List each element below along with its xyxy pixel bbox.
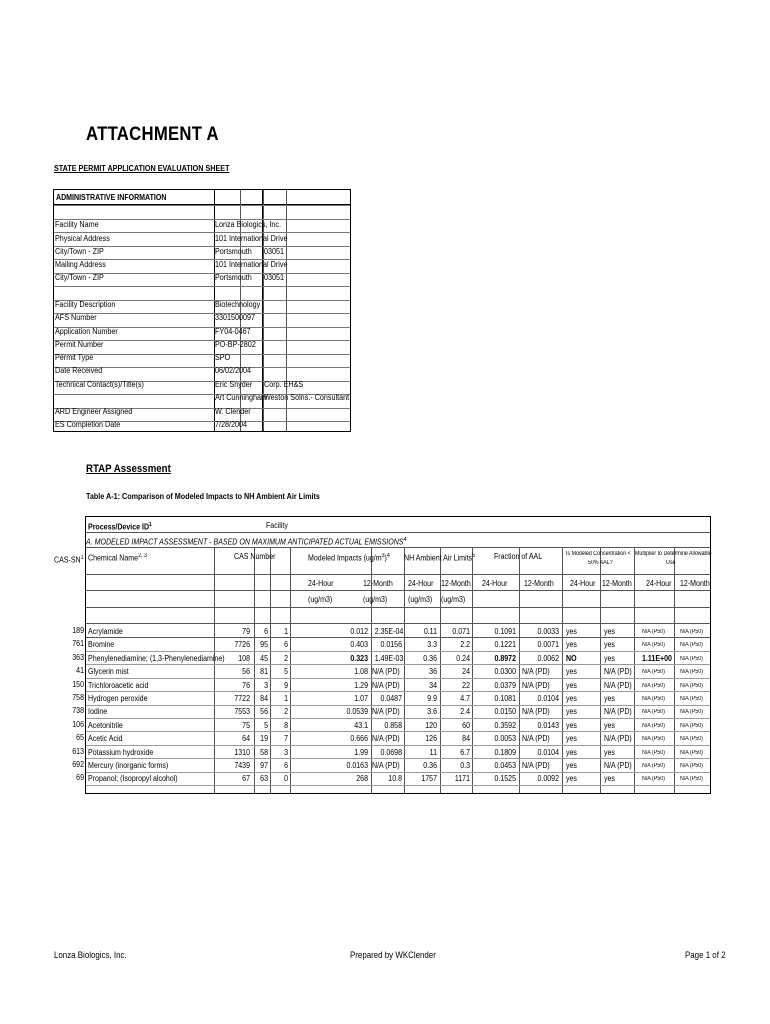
nh-12m: 6.7 (460, 747, 470, 757)
nh-12m: 0.3 (460, 761, 470, 770)
multiplier-24h: N/A (P50) (642, 736, 665, 743)
grid-line (270, 623, 271, 793)
multiplier-24h: 1.11E+00 (642, 653, 672, 663)
multiplier-12m: N/A (P50) (680, 722, 703, 729)
nh-24h: 0.36 (423, 653, 437, 663)
multiplier-12m: N/A (P50) (680, 696, 703, 702)
check-24h: yes (566, 761, 577, 770)
multiplier-12m: N/A (P50) (680, 655, 703, 662)
cas-part-1: 56 (242, 667, 250, 677)
modeled-12m: N/A (PD) (372, 680, 400, 690)
period-header: 12-Month (602, 579, 632, 588)
grid-line (54, 286, 350, 287)
check-12m: yes (604, 747, 615, 757)
chemical-name: Acetonitrile (88, 720, 123, 730)
fraction-12m: 0.0143 (537, 720, 559, 730)
modeled-24h: 0.666 (350, 734, 368, 744)
multiplier-24h: N/A (P50) (642, 749, 665, 756)
nh-12m: 4.7 (460, 694, 470, 703)
fraction-12m: 0.0071 (537, 640, 559, 650)
is-modeled-header: Is Modeled Concentration < (566, 551, 631, 557)
admin-extra: 03051 (264, 247, 285, 256)
multiplier-24h: N/A (P50) (642, 776, 665, 783)
modeled-12m: N/A (PD) (372, 667, 400, 677)
modeled-12m: 0.0487 (380, 694, 402, 703)
multiplier-12m: N/A (P50) (680, 669, 703, 676)
cas-part-3: 1 (284, 627, 288, 636)
cas-sn: 189 (72, 626, 84, 635)
fraction-24h: 0.1221 (494, 640, 516, 650)
modeled-12m: 1.49E-03 (374, 653, 404, 663)
period-header: 12-Month (441, 579, 471, 588)
grid-line (472, 623, 473, 793)
admin-value: 06/02/2004 (215, 366, 252, 375)
grid-line (86, 574, 710, 575)
fraction-24h: 0.3592 (494, 720, 516, 730)
admin-label: City/Town - ZIP (55, 273, 104, 282)
cas-part-1: 7439 (234, 761, 250, 770)
grid-line (600, 623, 601, 793)
modeled-12m: 0.858 (384, 720, 402, 730)
fraction-24h: 0.1081 (494, 694, 516, 703)
modeled-24h: 1.29 (354, 680, 368, 690)
fraction-24h: 0.0453 (494, 761, 516, 770)
check-24h: yes (566, 720, 577, 730)
chemical-name: Acetic Acid (88, 734, 123, 744)
modeled-12m: 0.0698 (380, 747, 402, 757)
page-title: ATTACHMENT A (86, 124, 219, 145)
modeled-24h: 0.403 (350, 640, 368, 650)
cas-sn: 69 (76, 773, 84, 783)
fraction-12m: N/A (PD) (522, 734, 550, 744)
nh-12m: 60 (462, 720, 470, 730)
modeled-impacts-header: Modeled Impacts $(ug/m^3)^4$ (308, 553, 390, 563)
footer-center: Prepared by WKClender (350, 950, 436, 960)
check-12m: yes (604, 640, 615, 650)
cas-part-3: 9 (284, 680, 288, 690)
unit-header: (ug/m3) (441, 595, 466, 604)
check-12m: N/A (PD) (604, 761, 632, 770)
multiplier-12m: N/A (P50) (680, 736, 703, 743)
rtap-heading: RTAP Assessment (86, 463, 171, 475)
cas-part-1: 7722 (234, 694, 250, 703)
multiplier-12m: N/A (P50) (680, 776, 703, 783)
modeled-24h: 0.0163 (346, 761, 368, 770)
fraction-12m: N/A (PD) (522, 707, 550, 717)
nh-limits-header: NH Ambient Air Limits$^5$ (404, 553, 476, 563)
nh-24h: 9.9 (427, 694, 437, 703)
fraction-24h: 0.1091 (494, 627, 516, 636)
admin-label: ARD Engineer Assigned (55, 407, 133, 416)
admin-label: Permit Type (55, 353, 94, 362)
cas-part-3: 5 (284, 667, 288, 677)
nh-24h: 3.3 (427, 640, 437, 650)
modeled-12m: N/A (PD) (372, 734, 400, 744)
multiplier-12m: N/A (P50) (680, 629, 703, 635)
cas-part-3: 3 (284, 747, 288, 757)
cas-part-1: 76 (242, 680, 250, 690)
multiplier-12m: N/A (P50) (680, 763, 703, 769)
grid-line (290, 547, 291, 623)
chemical-name: Phenylenediamine; (1,3-Phenylenediamine) (88, 653, 225, 663)
admin-value: FY04-0467 (215, 327, 251, 336)
period-header: 12-Month (524, 579, 554, 588)
admin-info-table (53, 189, 351, 432)
cas-part-2: 6 (264, 627, 268, 636)
grid-line (562, 623, 563, 793)
check-12m: yes (604, 694, 615, 703)
cas-part-2: 95 (260, 640, 268, 650)
admin-label: Facility Name (55, 220, 99, 229)
chemical-name: Propanol; (Isopropyl alcohol) (88, 774, 178, 784)
grid-line (86, 623, 710, 624)
cas-sn: 41 (76, 666, 84, 676)
check-12m: yes (604, 774, 615, 784)
nh-24h: 1757 (421, 774, 437, 784)
grid-line (214, 547, 215, 623)
fraction-12m: N/A (PD) (522, 761, 550, 770)
admin-extra: 03051 (264, 273, 285, 282)
cas-part-2: 19 (260, 734, 268, 744)
grid-line (86, 590, 710, 591)
multiplier-12m: N/A (P50) (680, 709, 703, 716)
unit-header: (ug/m3) (363, 595, 388, 604)
facility-header: Facility (266, 521, 288, 530)
chemical-name: Mercury (inorganic forms) (88, 761, 169, 770)
chemical-name-header: Chemical Name$^{2, 3}$ (88, 553, 147, 563)
grid-line (440, 623, 441, 793)
modeled-24h: 0.012 (350, 627, 368, 636)
multiplier-12m: N/A (P50) (680, 642, 703, 649)
fraction-24h: 0.8972 (494, 653, 516, 663)
modeled-24h: 1.99 (354, 747, 368, 757)
fraction-12m: 0.0092 (537, 774, 559, 784)
table-caption: Table A-1: Comparison of Modeled Impacts to NH Ambient Air Limits (86, 492, 320, 501)
unit-header: (ug/m3) (408, 595, 433, 604)
check-24h: yes (566, 774, 577, 784)
check-12m: yes (604, 627, 615, 636)
cas-part-3: 8 (284, 720, 288, 730)
admin-label: Physical Address (55, 234, 110, 243)
grid-line (54, 313, 350, 314)
cas-part-1: 67 (242, 774, 250, 784)
cas-sn: 738 (72, 706, 84, 716)
admin-value: 7/28/2004 (215, 420, 248, 429)
unit-header: (ug/m3) (308, 595, 333, 604)
admin-label: Mailing Address (55, 260, 106, 269)
chemical-name: Trichloroacetic acid (88, 680, 149, 690)
nh-24h: 0.36 (423, 761, 437, 770)
fraction-24h: 0.0300 (494, 667, 516, 677)
nh-24h: 0.11 (423, 627, 437, 636)
period-header: 24-Hour (308, 579, 334, 588)
check-24h: yes (566, 734, 577, 744)
grid-line (54, 205, 350, 206)
cas-part-2: 97 (260, 761, 268, 770)
grid-line (404, 623, 405, 793)
multiplier-12m: N/A (P50) (680, 749, 703, 756)
admin-label: Date Received (55, 366, 103, 375)
check-24h: yes (566, 627, 577, 636)
nh-12m: 22 (462, 680, 470, 690)
multiplier-header: Multiplier to Determine Allowable (635, 551, 712, 557)
period-header: 24-Hour (646, 579, 672, 588)
check-24h: NO (566, 653, 577, 663)
fraction-header: Fraction of AAL (494, 552, 543, 561)
check-24h: yes (566, 640, 577, 650)
nh-24h: 126 (425, 734, 437, 744)
check-24h: yes (566, 707, 577, 717)
grid-line (674, 623, 675, 793)
is-modeled-header-2: 50% AAL? (588, 560, 613, 566)
cas-part-3: 2 (284, 653, 288, 663)
multiplier-24h: N/A (P50) (642, 682, 665, 689)
cas-sn: 106 (72, 719, 84, 729)
multiplier-header-2: Use (666, 560, 676, 566)
process-device-header: Process/Device $ID^1$ (88, 522, 152, 532)
section-header: A. MODELED IMPACT ASSESSMENT - BASED ON MAXIMUM ANTICIPATED ACTUAL EMISSIONS$^4$ (86, 537, 407, 547)
check-24h: yes (566, 747, 577, 757)
footer-left: Lonza Biologics, Inc. (54, 950, 127, 960)
admin-extra: Weston Solns.- Consultant (264, 393, 350, 402)
admin-value: Biotechnology (215, 300, 261, 309)
cas-part-2: 5 (264, 720, 268, 730)
grid-line (634, 623, 635, 793)
fraction-12m: 0.0104 (537, 694, 559, 703)
grid-line (562, 547, 563, 623)
fraction-24h: 0.0053 (494, 734, 516, 744)
nh-12m: 2.4 (460, 707, 470, 717)
modeled-12m: N/A (PD) (372, 707, 400, 717)
footer-right: Page 1 of 2 (685, 950, 726, 960)
check-24h: yes (566, 667, 577, 677)
fraction-24h: 0.1809 (494, 747, 516, 757)
cas-part-3: 7 (284, 734, 288, 744)
cas-part-2: 3 (264, 680, 268, 690)
nh-12m: 24 (462, 667, 470, 677)
check-24h: yes (566, 694, 577, 703)
modeled-12m: 2.35E-04 (374, 627, 404, 636)
admin-header: ADMINISTRATIVE INFORMATION (54, 190, 350, 205)
cas-part-3: 6 (284, 640, 288, 650)
nh-24h: 34 (429, 680, 437, 690)
admin-value: Lonza Biologics, Inc. (215, 220, 282, 229)
period-header: 12-Month (680, 579, 710, 588)
cas-part-2: 58 (260, 747, 268, 757)
admin-value: Art Cunningham (215, 393, 268, 402)
period-header: 24-Hour (482, 579, 508, 588)
modeled-24h: 1.08 (354, 667, 368, 677)
multiplier-24h: N/A (P50) (642, 629, 665, 635)
cas-part-2: 81 (260, 667, 268, 677)
chemical-name: Potassium hydroxide (88, 747, 154, 757)
admin-value: SPO (215, 353, 231, 362)
nh-12m: 0.24 (456, 653, 470, 663)
nh-24h: 120 (425, 720, 437, 730)
check-12m: N/A (PD) (604, 680, 632, 690)
cas-part-3: 2 (284, 707, 288, 717)
admin-extra: Corp. EH&S (264, 380, 304, 389)
cas-part-1: 1310 (234, 747, 250, 757)
cas-part-2: 84 (260, 694, 268, 703)
modeled-12m: 0.0156 (380, 640, 402, 650)
fraction-12m: 0.0062 (537, 653, 559, 663)
nh-24h: 3.6 (427, 707, 437, 717)
cas-part-3: 1 (284, 694, 288, 703)
cas-sn: 363 (72, 652, 84, 662)
admin-value: 101 International Drive (215, 260, 288, 269)
admin-value: PO-BP-2802 (215, 340, 256, 349)
nh-24h: 36 (429, 667, 437, 677)
grid-line (290, 623, 291, 793)
nh-12m: 1171 (454, 774, 470, 784)
period-header: 24-Hour (408, 579, 434, 588)
period-header: 24-Hour (570, 579, 596, 588)
modeled-12m: 10.8 (388, 774, 402, 784)
modeled-24h: 1.07 (354, 694, 368, 703)
period-header: 12-Month (363, 579, 393, 588)
check-12m: yes (604, 653, 615, 663)
multiplier-12m: N/A (P50) (680, 682, 703, 689)
nh-12m: 0.071 (452, 627, 470, 636)
cas-part-1: 75 (242, 720, 250, 730)
grid-line (214, 623, 215, 793)
cas-part-3: 6 (284, 761, 288, 770)
modeled-24h: 0.0539 (346, 707, 368, 717)
chemical-name: Bromine (88, 640, 115, 650)
multiplier-24h: N/A (P50) (642, 669, 665, 676)
check-12m: N/A (PD) (604, 734, 632, 744)
chemical-name: Hydrogen peroxide (88, 694, 148, 703)
cas-sn: 761 (72, 639, 84, 649)
cas-number-header: CAS Number (234, 552, 276, 561)
check-12m: N/A (PD) (604, 707, 632, 717)
multiplier-24h: N/A (P50) (642, 696, 665, 702)
fraction-24h: 0.1525 (494, 774, 516, 784)
nh-24h: 11 (429, 747, 437, 757)
fraction-24h: 0.0150 (494, 707, 516, 717)
admin-label: AFS Number (55, 313, 97, 322)
grid-line (86, 607, 710, 608)
multiplier-24h: N/A (P50) (642, 763, 665, 769)
admin-label: Application Number (55, 327, 118, 336)
admin-value: Portsmouth (215, 247, 252, 256)
cas-part-1: 64 (242, 734, 250, 744)
admin-label: Technical Contact(s)/Title(s) (55, 380, 144, 389)
nh-12m: 84 (462, 734, 470, 744)
fraction-12m: 0.0104 (537, 747, 559, 757)
chemical-name: Iodine (88, 707, 108, 717)
cas-part-2: 63 (260, 774, 268, 784)
cas-part-1: 7553 (234, 707, 250, 717)
fraction-12m: N/A (PD) (522, 667, 550, 677)
cas-sn-header: CAS-$SN^1$ (54, 555, 84, 565)
admin-label: Permit Number (55, 340, 104, 349)
multiplier-24h: N/A (P50) (642, 642, 665, 649)
admin-label: ES Completion Date (55, 420, 121, 429)
admin-value: 101 International Drive (215, 234, 288, 243)
check-12m: N/A (PD) (604, 667, 632, 677)
grid-line (54, 354, 350, 355)
admin-value: W. Clender (215, 407, 251, 416)
grid-line (519, 623, 520, 793)
fraction-12m: 0.0033 (537, 627, 559, 636)
cas-part-3: 0 (284, 774, 288, 784)
cas-sn: 758 (72, 693, 84, 702)
admin-label: Facility Description (55, 300, 116, 309)
modeled-12m: N/A (PD) (372, 761, 400, 770)
rtap-table (85, 516, 711, 794)
cas-sn: 150 (72, 679, 84, 689)
fraction-24h: 0.0379 (494, 680, 516, 690)
cas-sn: 692 (72, 760, 84, 769)
cas-part-1: 79 (242, 627, 250, 636)
cas-sn: 613 (72, 746, 84, 756)
subtitle: STATE PERMIT APPLICATION EVALUATION SHEET (54, 164, 230, 173)
multiplier-24h: N/A (P50) (642, 709, 665, 716)
chemical-name: Glycerin mist (88, 667, 129, 677)
chemical-name: Acrylamide (88, 627, 123, 636)
admin-value: Eric Snyder (215, 380, 253, 389)
cas-sn: 65 (76, 733, 84, 743)
modeled-24h: 268 (356, 774, 368, 784)
modeled-24h: 43.1 (354, 720, 368, 730)
nh-12m: 2.2 (460, 640, 470, 650)
cas-part-1: 7726 (234, 640, 250, 650)
admin-value: 3301500097 (215, 313, 256, 322)
cas-part-2: 45 (260, 653, 268, 663)
admin-value: Portsmouth (215, 273, 252, 282)
check-24h: yes (566, 680, 577, 690)
check-12m: yes (604, 720, 615, 730)
modeled-24h: 0.323 (350, 653, 368, 663)
fraction-12m: N/A (PD) (522, 680, 550, 690)
admin-label: City/Town - ZIP (55, 247, 104, 256)
multiplier-24h: N/A (P50) (642, 722, 665, 729)
grid-line (86, 532, 710, 533)
cas-part-1: 108 (238, 653, 250, 663)
cas-part-2: 56 (260, 707, 268, 717)
